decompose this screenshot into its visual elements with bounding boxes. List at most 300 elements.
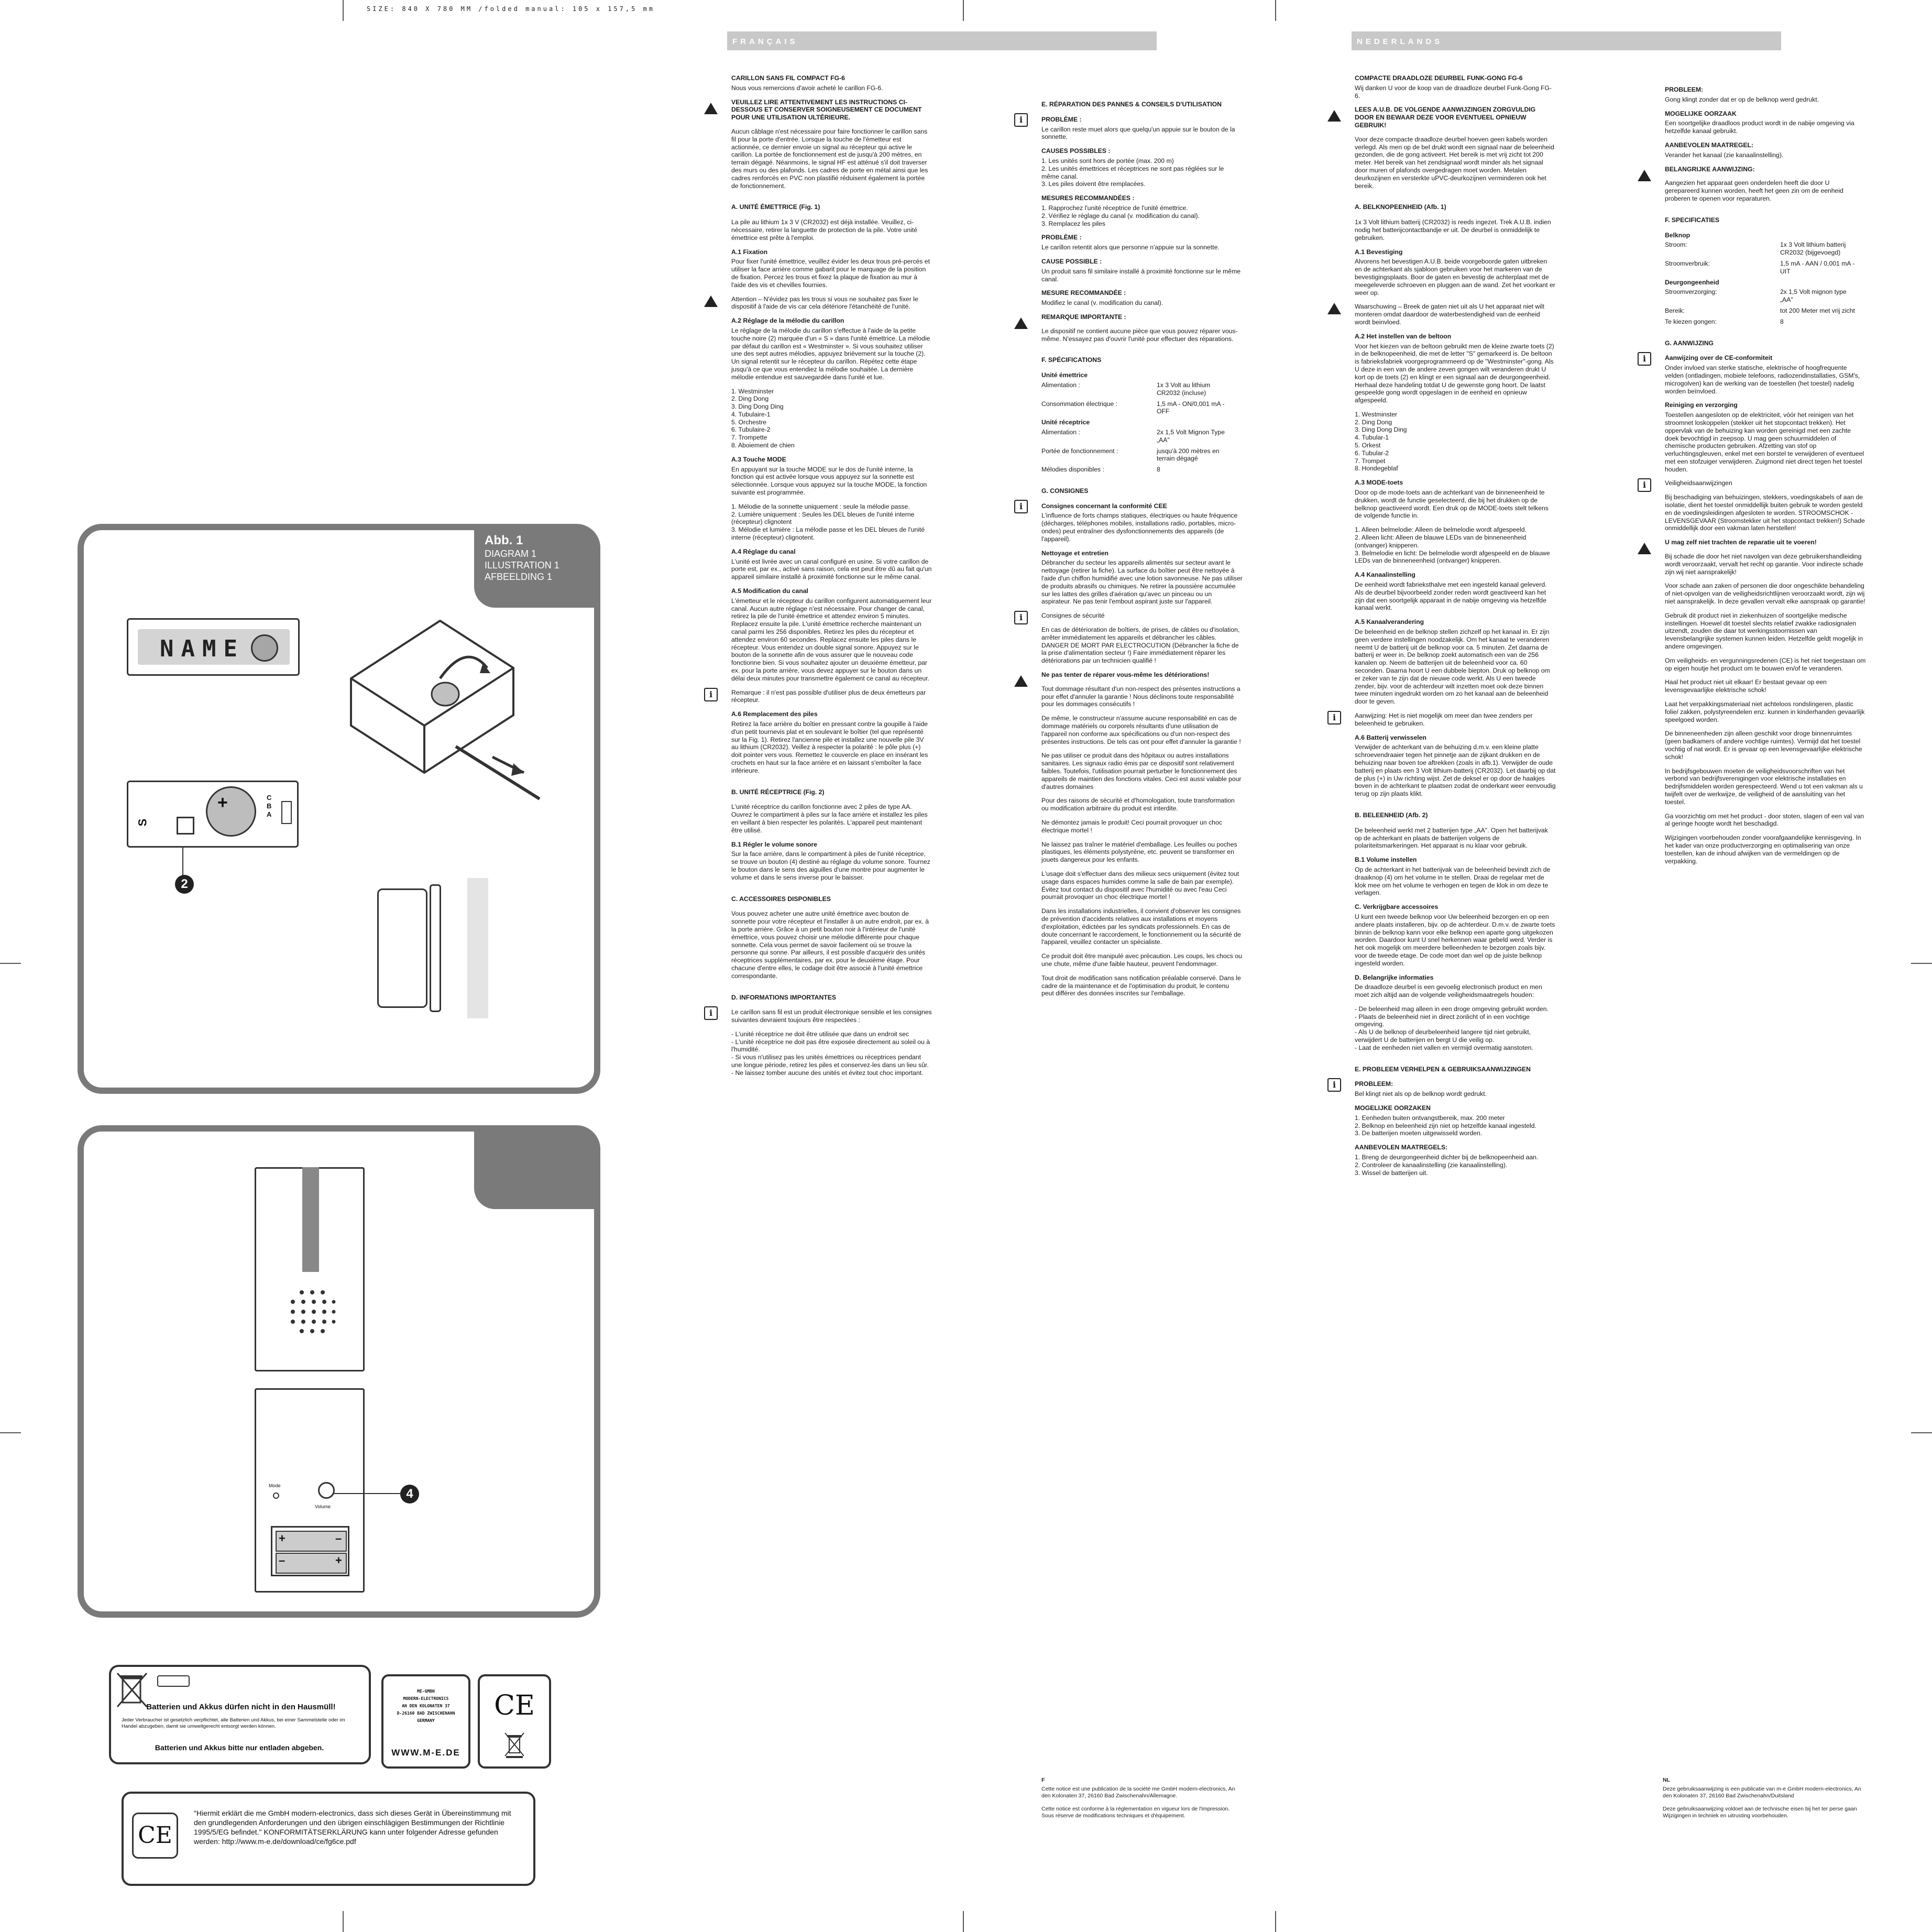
list-block: 1. Westminster 2. Ding Dong 3. Ding Dong Ding 4. Tubulaire-1 5. Orchestre 6. Tubulaire-2 7. Trompette 8. Aboiement de chien [731, 387, 795, 449]
text-block [1665, 179, 1866, 202]
spec-value: jusqu'à 200 mètres en terrain dégagé [1157, 447, 1220, 463]
text-block [731, 317, 932, 325]
text-block [1041, 268, 1243, 283]
spec-key: Stroomverbruik: [1665, 259, 1710, 267]
subheading: PROBLÈME : [1041, 115, 1082, 123]
paragraph: Onder invloed van sterke statische, elektrische of hoogfrequente velden (ontladingen, mobiele telefoons, radiozendinstallaties, GSM's, microgolven) kan de werking van de toestellen (het toestel) nadelig worden beïnvloed. [1665, 364, 1860, 395]
spec-key: Mélodies disponibles : [1041, 466, 1104, 474]
text-block [731, 1008, 932, 1024]
crop-mark [0, 963, 21, 964]
paragraph: Modifiez le canal (v. modification du canal). [1041, 299, 1163, 307]
paragraph: In bedrijfsgebouwen moeten de veiligheidsvoorschriften van het verbond van bedrijfsverenigingen voor elektrische installaties en bedrijfsmiddelen worden gerespecteerd. Wend u tot een vakman als u twijfelt over de werkwijze, de veiligheid of de aansluiting van het toestel. [1665, 767, 1863, 806]
paragraph: Gebruik dit product niet in ziekenhuizen of soortgelijke medische instellingen. Hoewel dit toestel slechts relatief zwakke radiosignalen uitzendt, zouden die daar tot werkingsstoornissen van levensbelangrijke systemen kunnen leiden. Hetzelfde geldt mogelijk in andere omgevingen. [1665, 611, 1863, 651]
text-block [731, 295, 932, 311]
mode-label: Mode [269, 1483, 281, 1488]
spec-value: 2x 1,5 Volt Mignon Type „AA" [1157, 428, 1225, 444]
subheading: A.6 Remplacement des piles [731, 710, 818, 718]
paragraph: En appuyant sur la touche MODE sur le dos de l'unité interne, la fonction qui est activée lorsque vous appuyez sur la sonnette est sélectionnée. Lorsque vous appuyez sur la touche MODE, la fonction suivante est programmée. [731, 465, 927, 497]
fr-footer-letter: F [1041, 1777, 1045, 1783]
text-block [1041, 715, 1243, 745]
list-block: 1. Breng de deurgongeenheid dichter bij de belknopeenheid aan. 2. Controleer de kanaalinstelling (zie kanaalinstelling). 3. Wissel de batterijen uit. [1355, 1154, 1539, 1177]
text-block [1355, 856, 1556, 864]
nl-column-1 [1332, 74, 1556, 1183]
marker-2: 2 [175, 875, 194, 894]
text-block [731, 248, 932, 256]
text-block [1355, 489, 1556, 520]
text-block [1041, 371, 1243, 379]
nl-footer [1663, 1777, 1862, 1819]
text-block [731, 841, 932, 849]
paragraph: L'unité est livrée avec un canal configuré en usine. Si votre carillon de porte est, par ex., activé sans raison, cela est peut être dû au fait qu'un appareil similaire installé à proximité fonctionne sur le même canal. [731, 557, 932, 581]
paragraph: Sur la face arrière, dans le compartiment à piles de l'unité réceptrice, se trouve un bouton (4) destiné au réglage du volume sonore. Tournez le bouton dans le sens des aiguilles d'une montre pour augmenter le volume et dans le sens inverse pour le baisser. [731, 850, 930, 881]
paragraph: Le dispositif ne contient aucune pièce que vous pouvez réparer vous-même. N'essayez pas d'ouvrir l'unité pour effectuer des réparations. [1041, 327, 1238, 343]
subheading: B.1 Régler le volume sonore [731, 840, 817, 848]
text-block [1665, 834, 1866, 865]
text-block [731, 710, 932, 718]
text-block [1355, 628, 1556, 706]
list-block: 1. Mélodie de la sonnette uniquement : seule la mélodie passe. 2. Lumière uniquement : Seules les DEL bleues de l'unité interne (récepteur) clignotent 3. Mélodie et lumière : La mélodie passe et les DEL bleues de l'unité interne (récepteur) clignotent. [731, 502, 925, 542]
subheading: A.4 Réglage du canal [731, 547, 796, 555]
text-block [1665, 700, 1866, 723]
text-block [1355, 1080, 1556, 1088]
text-block [731, 466, 932, 497]
list-block: - De beleenheid mag alleen in een droge omgeving gebruikt worden. - Plaats de beleenheid niet in direct zonlicht of in een vochtige omgeving. - Als U de belknop of deurbeleenheid langere tijd niet gebruikt, verwijdert U de batterijen en bergt U die veilig op. - Laat de eenheden niet vallen en vermijd overmatig aanstoten. [1355, 1005, 1549, 1051]
plus-sign: + [217, 793, 228, 813]
paragraph: Alvorens het bevestigen A.U.B. beide voorgeboorde gaten uitbreken en de achterkant als sjabloon gebruiken voor het markeren van de bevestigingsplaats. Boor de gaten en bevestig de achterplaat met de meegeleverde schroeven en pluggen aan de wand. Zet het voorkant er weer op. [1355, 258, 1555, 297]
text-block [1041, 419, 1243, 426]
paragraph: Ne pas utiliser ce produit dans des hôpitaux ou autres installations sanitaires. Les signaux radio émis par ce dispositif sont relativement faibles. Toutefois, l'utilisation pourrait perturber le fonctionnement des appareils de maintien des fonctions vitales. Ceci est aussi valable pour d'autres domaines [1041, 752, 1242, 791]
text-block [1355, 106, 1556, 129]
text-block [1041, 289, 1243, 297]
section-heading: A. UNITÉ ÉMETTRICE (Fig. 1) [731, 203, 820, 211]
text-block [1355, 1114, 1556, 1137]
text-block [731, 587, 932, 595]
subheading: Consignes concernant la conformité CEE [1041, 502, 1167, 510]
paragraph: Le carillon retentit alors que personne n'appuie sur la sonnette. [1041, 244, 1220, 251]
fr-footer-line: Cette notice est une publication de la société me GmbH modern-electronics, An den Kolonaten 37, 26160 Bad Zwischenahn/Allemagne. [1041, 1786, 1235, 1799]
paragraph: Le carillon sans fil est un produit électronique sensible et les consignes suivantes devraient toujours être respectées : [731, 1008, 932, 1024]
ce-mark: CE [494, 1690, 535, 1721]
paragraph: Wijzigingen voorbehouden zonder voorafgaandelijke kennisgeving. In het kader van onze productverzorging en optimalisering van onze toestellen, kan de inhoud afwijken van de vermeldingen op de verpakking. [1665, 834, 1861, 865]
paragraph: Bij beschadiging van behuizingen, stekkers, voedingskabels of aan de isolatie, dient het toestel onmiddellijk buiten gebruik te worden gesteld en de voedingsleidingen afgesloten te worden. STROOMSCHOK - LEVENSGEVAAR (Stroomstekker uit het stopcontact trekken!) Schade onmiddellijk door een vakman laten herstellen! [1665, 493, 1865, 532]
text-block [1041, 870, 1243, 901]
section-heading: G. AANWIJZING [1665, 339, 1714, 347]
paragraph: Een soortgelijke draadloos product wordt in de nabije omgeving via hetzelfde kanaal gebruikt. [1665, 119, 1854, 135]
spec-key: Stroom: [1665, 241, 1687, 249]
text-block [1665, 110, 1866, 118]
minus-sign: – [279, 1554, 286, 1567]
section-heading: C. ACCESSOIRES DISPONIBLES [731, 895, 831, 903]
spec-key: Bereik: [1665, 306, 1685, 314]
volume-knob [318, 1482, 335, 1499]
battery-box-title: Batterien und Akkus dürfen nicht in den Hausmüll! [146, 1703, 336, 1711]
text-block [1665, 813, 1866, 828]
battery-box-body: Jeder Verbraucher ist gesetzlich verpflichtet, alle Batterien und Akkus, bei einer Sammelstelle oder im Handel abzugeben, damit sie umweltgerecht entsorgt werden können. [122, 1717, 345, 1729]
spec-row [1665, 288, 1866, 304]
text-block [1355, 1104, 1556, 1112]
text-block [1355, 827, 1556, 850]
text-block [731, 258, 932, 289]
nl-footer-letter: NL [1663, 1777, 1670, 1783]
volume-label: Volume [315, 1504, 331, 1509]
subheading: A.1 Fixation [731, 248, 768, 256]
text-block [1665, 582, 1866, 605]
info-icon: i [1638, 478, 1651, 492]
text-block [1041, 752, 1243, 791]
text-block [1041, 797, 1243, 813]
subheading: Belknop [1665, 231, 1690, 239]
diagram-1-line: DIAGRAM 1 [485, 548, 537, 559]
lang-header-nl: NEDERLANDS [1352, 31, 1781, 50]
text-block [1665, 364, 1866, 395]
paragraph: Le carillon reste muet alors que quelqu'un appuie sur le bouton de la sonnette. [1041, 125, 1235, 141]
subheading: Unité réceptrice [1041, 419, 1090, 426]
note-text: Attention – N'évidez pas les trous si vous ne souhaitez pas fixer le dispositif à l'aide de vis car cela détériore l'étanchéité de l'unité. [731, 295, 918, 311]
battery-disposal-box [109, 1665, 371, 1764]
info-icon: i [704, 688, 718, 701]
size-line: SIZE: 840 X 780 MM /folded manual: 105 x 157,5 mm [367, 5, 655, 13]
text-block [1041, 819, 1243, 835]
text-block [1355, 983, 1556, 999]
paragraph: L'unité réceptrice du carillon fonctionne avec 2 piles de type AA. Ouvrez le compartiment à piles sur la face arrière et installez les piles en veillant à bien respecter les polarités. L'appareil peut maintenant être utilisé. [731, 803, 928, 834]
text-block [1665, 678, 1866, 694]
text-block [1665, 354, 1866, 362]
subheading: A.6 Batterij verwisselen [1355, 733, 1426, 741]
spec-key: Alimentation : [1041, 428, 1080, 436]
paragraph: 1x 3 Volt lithium batterij (CR2032) is reeds ingezet. Trek A.U.B. indien nodig het batterijcontactbandje er uit. De deurbel is onmiddelijk te gebruiken. [1355, 218, 1551, 242]
text-block [731, 597, 932, 683]
spec-value: 8 [1780, 317, 1784, 325]
section-heading: A. BELKNOPEENHEID (Afb. 1) [1355, 203, 1446, 211]
spec-row [1041, 400, 1243, 416]
spec-value: tot 200 Meter met vrij zicht [1780, 306, 1855, 314]
paragraph: Gong klingt zonder dat er op de belknop werd gedrukt. [1665, 95, 1819, 103]
paragraph: Un produit sans fil similaire installé à proximité fonctionne sur le même canal. [1041, 267, 1241, 283]
text-block [1355, 866, 1556, 897]
text-block [731, 98, 932, 122]
text-block [1665, 411, 1866, 473]
paragraph: Door op de mode-toets aan de achterkant van de binneneenheid te drukken, wordt de functie geselecteerd, die bij het drukken op de belknop geactiveerd wordt. Een druk op de MODE-toets stelt telkens de volgende functie in. [1355, 489, 1549, 520]
nl-footer-line: Deze gebruiksaanwijzing is een publicatie van m-e GmbH modern-electronics, An den Kolonaten 37, 26160 Bad Zwischenahn/Duitsland [1663, 1786, 1861, 1799]
text-block [731, 128, 932, 190]
text-block [1041, 974, 1243, 997]
battery-compartment [271, 1526, 349, 1576]
list-block: 1. Les unités sont hors de portée (max. 200 m) 2. Les unités émettrices et réceptrices ne sont pas réglées sur le même canal. 3. Les piles doivent être remplacées. [1041, 157, 1224, 188]
paragraph: Ne démontez jamais le produit! Ceci pourrait provoquer un choc électrique mortel ! [1041, 818, 1222, 834]
text-block [1665, 279, 1866, 287]
text-block [1041, 299, 1243, 307]
crop-mark [1911, 1432, 1932, 1433]
diagram-1-title: Abb. 1 [485, 533, 523, 547]
subheading: PROBLEEM: [1355, 1080, 1393, 1088]
text-block [1355, 618, 1556, 626]
paragraph: La pile au lithium 1x 3 V (CR2032) est déjà installée. Veuillez, ci-nécessaire, retirer la languette de protection de la pile. Votre unité émettrice est prête à l'emploi. [731, 218, 918, 242]
text-block [1041, 502, 1243, 510]
marker-4: 4 [400, 1485, 419, 1503]
spec-row [1041, 381, 1243, 397]
paragraph: Pour des raisons de sécurité et d'homologation, toute transformation ou modification arbitraire du produit est interdite. [1041, 797, 1235, 813]
warning-text: VEUILLEZ LIRE ATTENTIVEMENT LES INSTRUCTIONS CI-DESSOUS ET CONSERVER SOIGNEUSEMENT CE DOCUMENT POUR UNE UTILISATION ULTÉRIEURE. [731, 98, 922, 122]
text-block [731, 895, 932, 903]
spec-key: Portée de fonctionnement : [1041, 447, 1118, 455]
text-block [1355, 248, 1556, 256]
subheading: PROBLEEM: [1665, 86, 1704, 93]
ce-box [478, 1674, 551, 1769]
text-block [1355, 1090, 1556, 1098]
address-line: AN DEN KOLONATEN 37 [402, 1704, 450, 1708]
warning-icon [1014, 317, 1028, 329]
crop-mark [963, 0, 964, 21]
paragraph: Op de achterkant in het batterijvak van de beleenheid bevindt zich de draaiknop (4) om het volume in te stellen. Draai de regelaar met de klok mee om het volume te verhogen en tegen de klok in om deze te verlagen. [1355, 865, 1551, 897]
battery-icon [157, 1675, 190, 1687]
text-block [1642, 479, 1866, 490]
spec-row [1041, 429, 1243, 444]
list-block: 1. Alleen belmelodie: Alleen de belmelodie wordt afgespeeld. 2. Alleen licht: Alleen de blauwe LEDs van de binneneenheid (ontvanger) knipperen. 3. Belmelodie en licht: De belmelodie wordt afgespeeld en de blauwe LEDs van de binneneenheid (ontvanger) knipperen. [1355, 526, 1550, 565]
text-block [1355, 218, 1556, 242]
subheading: MOGELIJKE OORZAKEN [1355, 1104, 1431, 1112]
spec-value: 1,5 mA - AAN / 0,001 mA - UIT [1780, 259, 1855, 275]
text-block [1665, 553, 1866, 576]
mode-button [273, 1492, 279, 1499]
text-block [1355, 479, 1556, 487]
text-block [1041, 841, 1243, 864]
list-block: - L'unité réceptrice ne doit être utilisée que dans un endroit sec - L'unité réceptrice ne doit pas être exposée directement au soleil ou à l'humidité. - Si vous n'utilisez pas les unités émettrices ou réceptrices pendant une longue période, retirez les piles et conservez-les dans un lieu sûr. - Ne laissez tomber aucune des unités et évitez tout choc important. [731, 1030, 930, 1077]
spec-value: 8 [1157, 466, 1160, 474]
name-plate [127, 618, 300, 676]
fr-column-2 [1019, 87, 1243, 1004]
text-block [1355, 743, 1556, 798]
text-block [731, 74, 932, 82]
subheading: A.2 Réglage de la mélodie du carillon [731, 317, 844, 325]
text-block [1665, 612, 1866, 651]
spec-value: 2x 1,5 Volt mignon type „AA" [1780, 288, 1847, 304]
paragraph: L'usage doit s'effectuer dans des milieux secs uniquement (évitez tout usage dans espaces humides comme la salle de bain par exemple). Évitez tout contact du dispositif avec l'humidité ou avec l'eau Ceci pourrait provoquer un choc électrique mortel ! [1041, 870, 1239, 901]
note-text: Aanwijzing: Het is niet mogelijk om meer dan twee zenders per beleenheid te gebruiken. [1355, 711, 1533, 727]
text-block [731, 548, 932, 556]
text-block [1665, 401, 1866, 409]
paragraph: U kunt een tweede belknop voor Uw beleenheid bezorgen en op een andere plaats installeren, bijv. op de achterdeur. D.m.v. de zwarte toets binnin de belknop kann voor elke belknop een aparte gong uitgekozen worden. Daardoor kunt U snel herkennen waar gebeld werd. Verder is het ook mogelijk om meerdere belleenheden te bezorgen zoals bijv. voor de tweede etage. De code moet dan wel op de juiste belknop ingesteld worden. [1355, 913, 1555, 967]
text-block [731, 218, 932, 242]
list-block: 1. Rapprochez l'unité réceptrice de l'unité émettrice. 2. Vérifiez le réglage du canal (v. modification du canal). 3. Remplacez les piles [1041, 204, 1200, 227]
spec-row [1665, 241, 1866, 257]
paragraph: Pour fixer l'unité émettrice, veuillez évider les deux trous pré-percés et utiliser la face arrière comme gabarit pour le marquage de la position de fixation. Percez les trous et fixez la plaque de fixation au mur à l'aide des vis et chevilles fournies. [731, 258, 930, 289]
label-c: C [267, 794, 272, 802]
wall-strip [467, 878, 488, 1018]
address-line: GERMANY [417, 1718, 435, 1723]
text-block [1332, 711, 1556, 728]
callout-line [333, 1493, 401, 1494]
text-block [1041, 147, 1243, 155]
fr-column-1 [709, 74, 932, 1083]
warning-text: REMARQUE IMPORTANTE : [1041, 313, 1126, 321]
spec-row [1041, 447, 1243, 463]
text-block [1355, 258, 1556, 297]
paragraph: Tout dommage résultant d'un non-respect des présentes instructions a pour effet d'annuler la garantie ! Nous déclinons toute responsabilité pour les dommages consécutifs ! [1041, 685, 1241, 708]
melody-button [177, 817, 194, 835]
text-block [1041, 313, 1243, 321]
section-heading: B. BELEENHEID (Afb. 2) [1355, 811, 1428, 819]
text-block [1355, 303, 1556, 326]
subheading: Nettoyage et entretien [1041, 549, 1108, 557]
paragraph: L'influence de forts champs statiques, électriques ou haute fréquence (décharges, téléphones mobiles, installations radio, portables, micro-ondes) peut entraîner des dysfonctionnements des appareils (de l'appareil). [1041, 512, 1238, 543]
warning-text: LEES A.U.B. DE VOLGENDE AANWIJZINGEN ZORGVULDIG DOOR EN BEWAAR DEZE VOOR EVENTUEEL OPNIEUW GEBRUIK! [1355, 106, 1536, 129]
text-block [1355, 811, 1556, 819]
battery-cell [206, 786, 256, 837]
subheading: MOGELIJKE OORZAAK [1665, 109, 1737, 117]
text-block [1041, 234, 1243, 242]
text-block [1355, 203, 1556, 211]
text-block [1665, 86, 1866, 94]
crop-mark [1911, 963, 1932, 964]
text-block [1665, 166, 1866, 173]
paragraph: Débrancher du secteur les appareils alimentés sur secteur avant le nettoyage (retirer la fiche). La surface du boîtier peut être nettoyée à l'aide d'un chiffon humidifié avec une lotion savonneuse. Ne pas utiliser de produits abrasifs ou chimiques. Ne retirer la poussière accumulée sur les lattes des grilles d'aération qu'avec un pinceau ou un aspirateur. Ne pas tenir l'embout aspirant juste sur l'appareil. [1041, 559, 1243, 606]
bell-button [251, 634, 278, 662]
paragraph: Haal het product niet uit elkaar! Er bestaat gevaar op een levensgevaarlijke elektrische schok! [1665, 678, 1827, 694]
spec-row [1665, 260, 1866, 276]
fr-footer [1041, 1777, 1241, 1819]
text-block [1665, 151, 1866, 159]
text-block [1041, 157, 1243, 188]
minus-sign: – [335, 1532, 342, 1545]
text-block [731, 503, 932, 542]
diagram-1-line: AFBEELDING 1 [485, 572, 553, 582]
paragraph: Aucun câblage n'est nécessaire pour faire fonctionner le carillon sans fil pour la porte d'entrée. Lorsque la touche de l'émetteur est actionnée, ce dernier envoie un signal au récepteur qui active le carillon. La portée de fonctionnement est de jusqu'à 200 mètres, en terrain dégagé. Néanmoins, le signal HF est atténué s'il doit traverser des murs ou des plafonds. Les cadres de porte en métal ainsi que les cadres renforcés en PVC non plastifié réduisent également la portée de fonctionnement. [731, 127, 928, 190]
text-block [731, 203, 932, 211]
text-block [1355, 526, 1556, 565]
address-line: MODERN-ELECTRONICS [403, 1696, 449, 1701]
text-block [1355, 136, 1556, 190]
subheading: A.5 Modification du canal [731, 587, 808, 595]
spec-row [1665, 318, 1866, 326]
subheading: CAUSE POSSIBLE : [1041, 257, 1102, 265]
warning-icon [704, 295, 718, 307]
subheading: CAUSES POSSIBLES : [1041, 147, 1111, 155]
paragraph: Nous vous remercions d'avoir acheté le carillon FG-6. [731, 84, 883, 92]
subheading: COMPACTE DRAADLOZE DEURBEL FUNK-GONG FG-6 [1355, 74, 1523, 82]
spec-value: 1x 3 Volt lithium batterij CR2032 (bijgevoegd) [1780, 241, 1846, 257]
subheading: MESURE RECOMMANDÉE : [1041, 289, 1126, 297]
battery-box-footer: Batterien und Akkus bitte nur entladen abgeben. [155, 1743, 324, 1752]
paragraph: De même, le constructeur n'assume aucune responsabilité en cas de dommage matériels ou corporels résultants d'une utilisation de l'appareil non conforme aux spécifications ou d'un non-respect des présentes instructions. De tels cas ont pour effet d'annuler la garantie ! [1041, 715, 1241, 745]
subheading: A.1 Bevestiging [1355, 248, 1403, 256]
warning-icon [704, 103, 718, 114]
paragraph: Voor het kiezen van de beltoon gebruikt men de kleine zwarte toets (2) in de belknopeenheid, die met de letter "S" gemarkeerd is. De beltoon is fabrieksfabriek voorgeprogrammeerd op de "Westminster"-gong. Als U deze in een van de andere zeven gongen wilt veranderen drukt U kort op de toets (2) en klingt er een signaal aan de deurgongeenheid. Herhaal deze handeling totdat U de gewenste gong hoort. De laatst gespeelde gong wordt opgeslagen in de eenheid en opnieuw afgespeeld. [1355, 342, 1554, 404]
section-heading: D. INFORMATIONS IMPORTANTES [731, 993, 836, 1001]
warning-icon [1014, 675, 1028, 687]
paragraph: Vous pouvez acheter une autre unité émettrice avec bouton de sonnette pour votre récepteur et l'installer à un autre endroit, par ex. à la porte arrière. Grâce à un petit bouton noir à l'intérieur de l'unité émettrice, vous pouvez choisir une mélodie différente pour chaque sonnette. Cela vous permet de savoir facilement où se trouve la personne qui sonne. Par ailleurs, il est possible d'acquérir des unités réceptrices supplémentaires, par ex. pour le deuxième étage. Pour chacune d'entre elles, le codage doit être associé à l'unité émettrice correspondante. [731, 910, 929, 980]
text-block [1355, 1154, 1556, 1177]
section-heading: G. CONSIGNES [1041, 487, 1089, 495]
section-heading: B. UNITÉ RÉCEPTRICE (Fig. 2) [731, 788, 825, 796]
nl-column-2 [1642, 86, 1866, 871]
transmitter-back [127, 781, 299, 848]
text-block [1041, 356, 1243, 364]
paragraph: Bij schade die door het niet navolgen van deze gebruikershandleiding wordt veroorzaakt, vervalt het recht op garantie. Voor indirecte schade zijn wij niet aansprakelijk! [1665, 553, 1863, 576]
paragraph: Voor schade aan zaken of personen die door ongeschikte behandeling of niet-opvolgen van de veiligheidsrichtlijnen veroorzaakt wordt, zijn wij niet aansprakelijk. In deze gevallen vervalt elke aanspraak op garantie! [1665, 582, 1865, 606]
paragraph: Aangezien het apparaat geen onderdelen heeft die door U gerepareerd kunnen worden, heeft het geen zin om de eenheid proberen te openen voor reparaturen. [1665, 179, 1843, 202]
paragraph: Voor deze compacte draadloze deurbel hoeven geen kabels worden verlegd. Als men op de bel drukt wordt een signaal naar de beleenheid gezonden, die de gong activeert. Het bereik is met vrij zicht tot 200 meter. Het bereik van het zendsignaal wordt minder als het signaal door muren of plafonds overgedragen moet worden. Metalen deurkozijnen en versterkte uPVC-deurkozijnen verminderen ook het bereik. [1355, 135, 1554, 190]
text-block [1665, 493, 1866, 532]
text-block [1041, 671, 1243, 679]
note-text: Remarque : il n'est pas possible d'utiliser plus de deux émetteurs par récepteur. [731, 688, 926, 704]
text-block [731, 327, 932, 381]
address-box [381, 1674, 470, 1769]
spec-key: Stroomverzorging: [1665, 288, 1717, 296]
paragraph: Tout droit de modification sans notification préalable conservé. Dans le cadre de la maintenance et de l'optimisation du produit, le contenu peut différer des données inscrites sur l'emballage. [1041, 974, 1241, 997]
info-icon: i [1014, 500, 1028, 513]
text-block [1665, 96, 1866, 104]
crop-mark [1275, 1911, 1276, 1932]
list-block: 1. Westminster 2. Ding Dong 3. Ding Dong Ding 4. Tubular-1 5. Orkest 6. Tubular-2 7. Trompet 8. Hondegeblaf [1355, 410, 1407, 473]
text-block [1041, 626, 1243, 665]
nl-footer-line: Deze gebruiksaanwijzing voldoet aan de technische eisen bij het ter perse gaan Wijzigingen in techniek en uitrusting voorbehouden. [1663, 1806, 1857, 1819]
speaker-grille [289, 1288, 336, 1335]
text-block [731, 788, 932, 796]
address-line: ME-GMBH [417, 1689, 435, 1694]
note-text: Veiligheidsaanwijzingen [1665, 479, 1732, 487]
plus-sign: + [335, 1554, 342, 1567]
paragraph: De eenheid wordt fabrieksthalve met een ingesteld kanaal geleverd. Als de deurbel bijvoorbeeld zonder reden wordt geactiveerd kan het zijn dat een soortgelijk apparaat in de nabije omgeving via hetzelfde kanaal werkt. [1355, 581, 1547, 612]
warning-text: Ne pas tenter de réparer vous-même les détériorations! [1041, 671, 1210, 679]
subheading: B.1 Volume instellen [1355, 856, 1417, 864]
spec-key: Te kiezen gongen: [1665, 317, 1717, 325]
text-block [1041, 327, 1243, 343]
info-icon: i [1327, 711, 1341, 724]
text-block [1041, 559, 1243, 606]
subheading: PROBLÈME : [1041, 234, 1082, 242]
label-b: B [267, 802, 272, 810]
diagram-1-line: ILLUSTRATION 1 [485, 560, 559, 570]
warning-icon [1327, 110, 1341, 122]
text-block [1355, 1144, 1556, 1151]
lang-header-fr: FRANÇAIS [727, 31, 1157, 50]
text-block [1041, 512, 1243, 543]
text-block [709, 688, 932, 705]
crop-mark [0, 1432, 21, 1433]
diagram-2-caption [474, 1125, 600, 1209]
website-url: WWW.M-E.DE [391, 1748, 460, 1758]
text-block [731, 84, 932, 92]
ce-statement: "Hiermit erklärt die me GmbH modern-electronics, dass sich dieses Gerät in Übereinstimmung mit den grundlegenden Anforderungen und den übrigen einschlägigen Bestimmungen der Richtlinie 1995/5/EG befindet." KONFORMITÄTSERKLÄRUNG kann unter folgender Adresse gefunden werden: http://www.m-e.de/download/ce/fg6ce.pdf [194, 1809, 511, 1846]
subheading: C. Verkrijgbare accessoires [1355, 903, 1439, 911]
text-block [1665, 216, 1866, 224]
info-icon: i [1014, 113, 1028, 127]
spec-value: 1x 3 Volt au lithium CR2032 (incluse) [1157, 381, 1211, 397]
subheading: AANBEVOLEN MAATREGEL: [1665, 141, 1754, 149]
subheading: A.3 MODE-toets [1355, 479, 1403, 487]
warning-icon [1327, 303, 1341, 314]
section-heading: E. PROBLEEM VERHELPEN & GEBRUIKSAANWIJZINGEN [1355, 1065, 1531, 1073]
subheading: MESURES RECOMMANDÉES : [1041, 194, 1135, 202]
text-block [1041, 244, 1243, 251]
spec-row [1041, 466, 1243, 474]
channel-switch [281, 801, 292, 824]
section-heading: F. SPÉCIFICATIONS [1041, 356, 1102, 364]
text-block [1355, 581, 1556, 612]
warning-text: U mag zelf niet trachten de reparatie uit te voeren! [1665, 539, 1817, 546]
info-icon: i [1327, 1078, 1341, 1092]
text-block [1041, 550, 1243, 557]
spec-value: 1,5 mA - ON/0,001 mA - OFF [1157, 400, 1225, 415]
subheading: CARILLON SANS FIL COMPACT FG-6 [731, 74, 845, 82]
info-icon: i [1638, 352, 1651, 366]
ce-statement-box [122, 1792, 535, 1886]
plus-sign: + [279, 1532, 286, 1545]
paragraph: Laat het verpakkingsmateriaal niet achteloos rondslingeren, plastic folie/ zakken, polystyreendelen enz. kunnen in kinderhanden gevaarlijk speelgoed worden. [1665, 700, 1865, 723]
subheading: A.2 Het instellen van de beltoon [1355, 332, 1452, 340]
info-icon: i [704, 1006, 718, 1020]
crop-mark [1275, 0, 1276, 21]
